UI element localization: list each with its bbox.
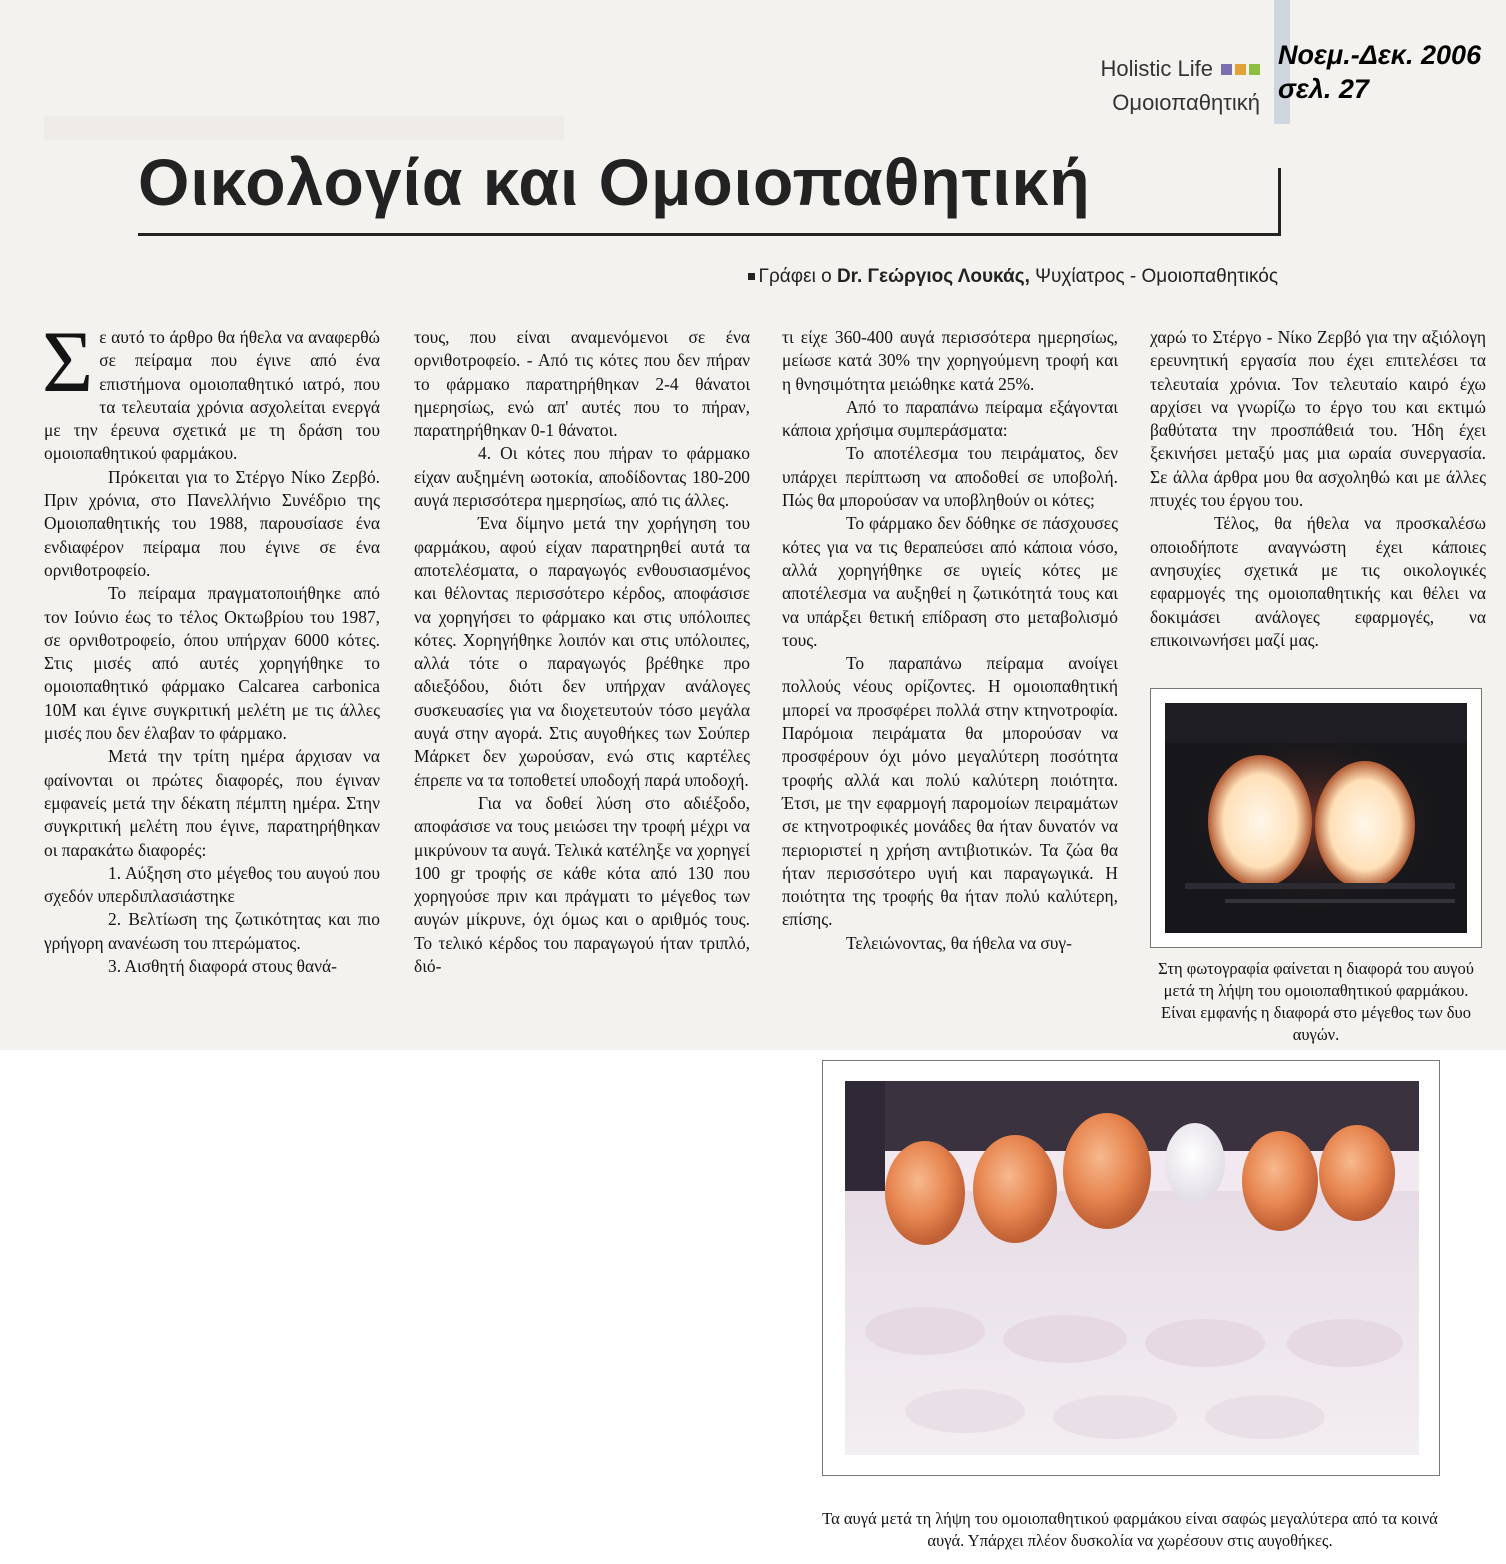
article-column-3 <box>782 326 1118 955</box>
eggs-in-tray-image <box>845 1081 1419 1455</box>
purple-square-icon <box>1221 64 1232 75</box>
byline-prefix: Γράφει ο <box>758 266 832 287</box>
article-title: Οικολογία και Ομοιοπαθητική <box>138 145 1091 219</box>
paragraph: Πρόκειται για το Στέργο Νίκο Ζερβό. Πριν χρόνια, στο Πανελλήνιο Συνέδριο της Ομοιοπαθητικής του 1988, παρουσίασε ένα ενδιαφέρον πείραμα που έγινε σε ένα ορνιθοτροφείο. <box>44 466 380 580</box>
issue-date: Νοεμ.-Δεκ. 2006 <box>1278 40 1482 70</box>
title-side-rule <box>1278 168 1281 236</box>
egg <box>1242 1131 1318 1231</box>
paragraph <box>42 314 380 466</box>
list-item: 4. Οι κότες που πήραν το φάρμακο είχαν αυξημένη ωοτοκία, αποδίδοντας 180-200 αυγά περισσότερα ημερησίως, από τις άλλες. <box>414 443 750 511</box>
paragraph: Ένα δίμηνο μετά την χορήγηση του φαρμάκου, αφού είχαν παρατηρηθεί αυτά τα αποτελέσματα, ο παραγωγός ενθουσιασμένος και θέλοντας περισσότερο κέρδος, αποφάσισε να χορηγήσει το φάρμακο και στις υπόλοιπες κότες. Χορηγήθηκε λοιπόν και στις υπόλοιπες, αλλά τότε ο παραγωγός βρέθηκε προ αδιεξόδου, διότι δεν υπήρχαν ανάλογες συσκευασίες για να διοχετευτούν τόσο μεγάλα αυγά στην αγορά. Στις αυγοθήκες των Σούπερ Μάρκετ δεν χωρούσαν, ενώ στις καρτέλες έπρεπε να τα τοποθετεί υποδοχή παρά υποδοχή. <box>414 513 750 790</box>
byline-author: Dr. Γεώργιος Λουκάς, <box>836 266 1030 287</box>
paragraph: χαρώ το Στέργο - Νίκο Ζερβό για την αξιόλογη ερευνητική εργασία που έχει επιτελέσει τα τελευταία χρόνια. Τον τελευταίο καιρό έχω αρχίσει να γνωρίζω το έργο του και εκτιμώ βαθύτατα την προσπάθειά του. Ήδη έχει ξεκινήσει μεταξύ μας μια ωραία συνεργασία. Σε άλλα άρθρα μου θα ασχοληθώ και με άλλες πτυχές του έργου του. <box>1150 327 1486 511</box>
paragraph: Μετά την τρίτη ημέρα άρχισαν να φαίνονται οι πρώτες διαφορές, που έγιναν εμφανείς μετά την δέκατη πέμπτη ημέρα. Στην συγκριτική μελέτη που έγινε, παρατηρήθηκαν οι παρακάτω διαφορές: <box>44 746 380 860</box>
article-column-4 <box>1150 326 1486 652</box>
green-square-icon <box>1249 64 1260 75</box>
two-eggs-image <box>1165 703 1467 933</box>
article-column-2 <box>414 326 750 978</box>
paragraph: Τελειώνοντας, θα ήθελα να συγ- <box>846 932 1072 953</box>
orange-square-icon <box>1235 64 1246 75</box>
article-column-1 <box>42 314 380 978</box>
paragraph: Για να δοθεί λύση στο αδιέξοδο, αποφάσισε να τους μειώσει την τροφή μέχρι να μικρύνουν τα αυγά. Τελικά κατέληξε να χορηγεί 100 gr τροφής σε κάθε κότα από 130 που χορηγούσε πριν και πράγματι το μέγεθος των αυγών μίκρυνε, όχι όμως και ο αριθμός τους. Το τελικό κέρδος του παραγωγού ήταν τριπλό, διό- <box>414 792 750 977</box>
photo-caption: Τα αυγά μετά τη λήψη του ομοιοπαθητικού φαρμάκου είναι σαφώς μεγαλύτερα από τα κοινά αυγά. Υπάρχει πλέον δυσκολία να χωρέσουν στις αυγοθήκες. <box>822 1509 1438 1550</box>
photo-eggs-tray <box>822 1060 1440 1476</box>
egg <box>1063 1113 1151 1229</box>
section-name: Ομοιοπαθητική <box>1112 90 1260 115</box>
paragraph: τους, που είναι αναμενόμενοι σε ένα ορνιθοτροφείο. - Από τις κότες που δεν πήραν το φάρμακο παρατηρήθηκαν 2-4 θάνατοι ημερησίως, ενώ απ' αυτές που το πήραν, παρατηρήθηκαν 0-1 θάνατοι. <box>414 327 750 441</box>
egg-right <box>1315 761 1415 889</box>
paragraph: Το αποτέλεσμα του πειράματος, δεν υπάρχει περίπτωση να αποδοθεί σε υποβολή. Πώς θα μπορούσαν να υποβληθούν οι κότες; <box>782 443 1118 511</box>
byline-role: Ψυχίατρος - Ομοιοπαθητικός <box>1035 266 1278 287</box>
paragraph: Το φάρμακο δεν δόθηκε σε πάσχουσες κότες για να τις θεραπεύσει από κάποια νόσο, αλλά χορηγήθηκε σε υγιείς κότες με αποτέλεσμα να αυξηθεί η ζωτικότητά τους και να υπάρξει θετική επίδραση στο μεταβολισμό τους. <box>782 513 1118 650</box>
paragraph: Το πείραμα πραγματοποιήθηκε από τον Ιούνιο έως το τέλος Οκτωβρίου του 1987, σε ορνιθοτροφείο, όπου υπήρχαν 6000 κότες. Στις μισές από αυτές χορηγήθηκε το ομοιοπαθητικό φάρμακο Calcarea carbonica 10M και έγινε συγκριτική μελέτη με τις άλλες μισές που δεν έλαβαν το φάρμακο. <box>44 583 380 744</box>
paragraph-text: ε αυτό το άρθρο θα ήθελα να αναφερθώ σε πείραμα που έγινε από ένα επιστήμονα ομοιοπαθητικό ιατρό, που τα τελευταία χρόνια ασχολείται ενεργά με την έρευνα σχετικά με τη δράση του ομοιοπαθητικού φαρμάκου. <box>44 327 380 464</box>
egg-left <box>1208 755 1312 887</box>
egg <box>885 1141 965 1245</box>
show-through-text <box>40 48 1480 118</box>
title-underline <box>138 233 1280 236</box>
paragraph: Από το παραπάνω πείραμα εξάγονται κάποια χρήσιμα συμπεράσματα: <box>782 396 1118 441</box>
drop-cap: Σ <box>42 314 94 411</box>
paragraph: τι είχε 360-400 αυγά περισσότερα ημερησίως, μείωσε κατά 30% την χορηγούμενη τροφή και η θνησιμότητα μειώθηκε κατά 25%. <box>782 327 1118 394</box>
list-item: 2. Βελτίωση της ζωτικότητας και πιο γρήγορη ανανέωση του πτερώματος. <box>44 909 380 953</box>
paragraph: Το παραπάνω πείραμα ανοίγει πολλούς νέους ορίζοντες. Η ομοιοπαθητική μπορεί να προσφέρει πολλά στην κτηνοτροφία. Παρόμοια πειράματα θα μπορούσαν να προσφέρουν όχι μόνο μεγαλύτερη ποσότητα τροφής αλλά και πολύ καλύτερη ποιότητα. Έτσι, με την εφαρμογή παρομοίων πειραμάτων σε κτηνοτροφικές μονάδες θα ήταν δυνατόν να περιοριστεί η χρήση αντιβιοτικών. Τα ζώα θα ήταν περισσότερο υγιή και παραγωγικά. Η ποιότητα της τροφής θα ήταν πολύ καλύτερη, επίσης. <box>782 653 1118 930</box>
list-item: 3. Αισθητή διαφορά στους θανά- <box>108 956 337 977</box>
photo-two-eggs <box>1150 688 1482 948</box>
paragraph: Τέλος, θα ήθελα να προσκαλέσω οποιοδήποτε αναγνώστη έχει κάποιες ανησυχίες σχετικά με τις οικολογικές εφαρμογές της ομοιοπαθητικής και θέλει να δοκιμάσει ανάλογες εφαρμογές, να επικοινωνήσει μαζί μας. <box>1150 513 1486 650</box>
egg-white <box>1165 1123 1225 1203</box>
issue-stamp <box>1278 38 1481 106</box>
list-item: 1. Αύξηση στο μέγεθος του αυγού που σχεδόν υπερδιπλασιάστηκε <box>44 862 380 907</box>
byline <box>748 266 1278 288</box>
photo-caption: Στη φωτογραφία φαίνεται η διαφορά του αυγού μετά τη λήψη του ομοιοπαθητικού φαρμάκου. Είναι εμφανής η διαφορά στο μέγεθος των δυο αυγών. <box>1158 959 1474 1044</box>
egg <box>1319 1125 1395 1221</box>
magazine-name: Holistic Life <box>1100 56 1213 81</box>
color-squares-icon <box>1221 64 1260 75</box>
egg <box>973 1135 1057 1243</box>
bullet-icon <box>748 273 755 280</box>
show-through-text <box>44 116 564 140</box>
page-number: σελ. 27 <box>1278 74 1369 104</box>
magazine-header <box>1101 52 1260 120</box>
